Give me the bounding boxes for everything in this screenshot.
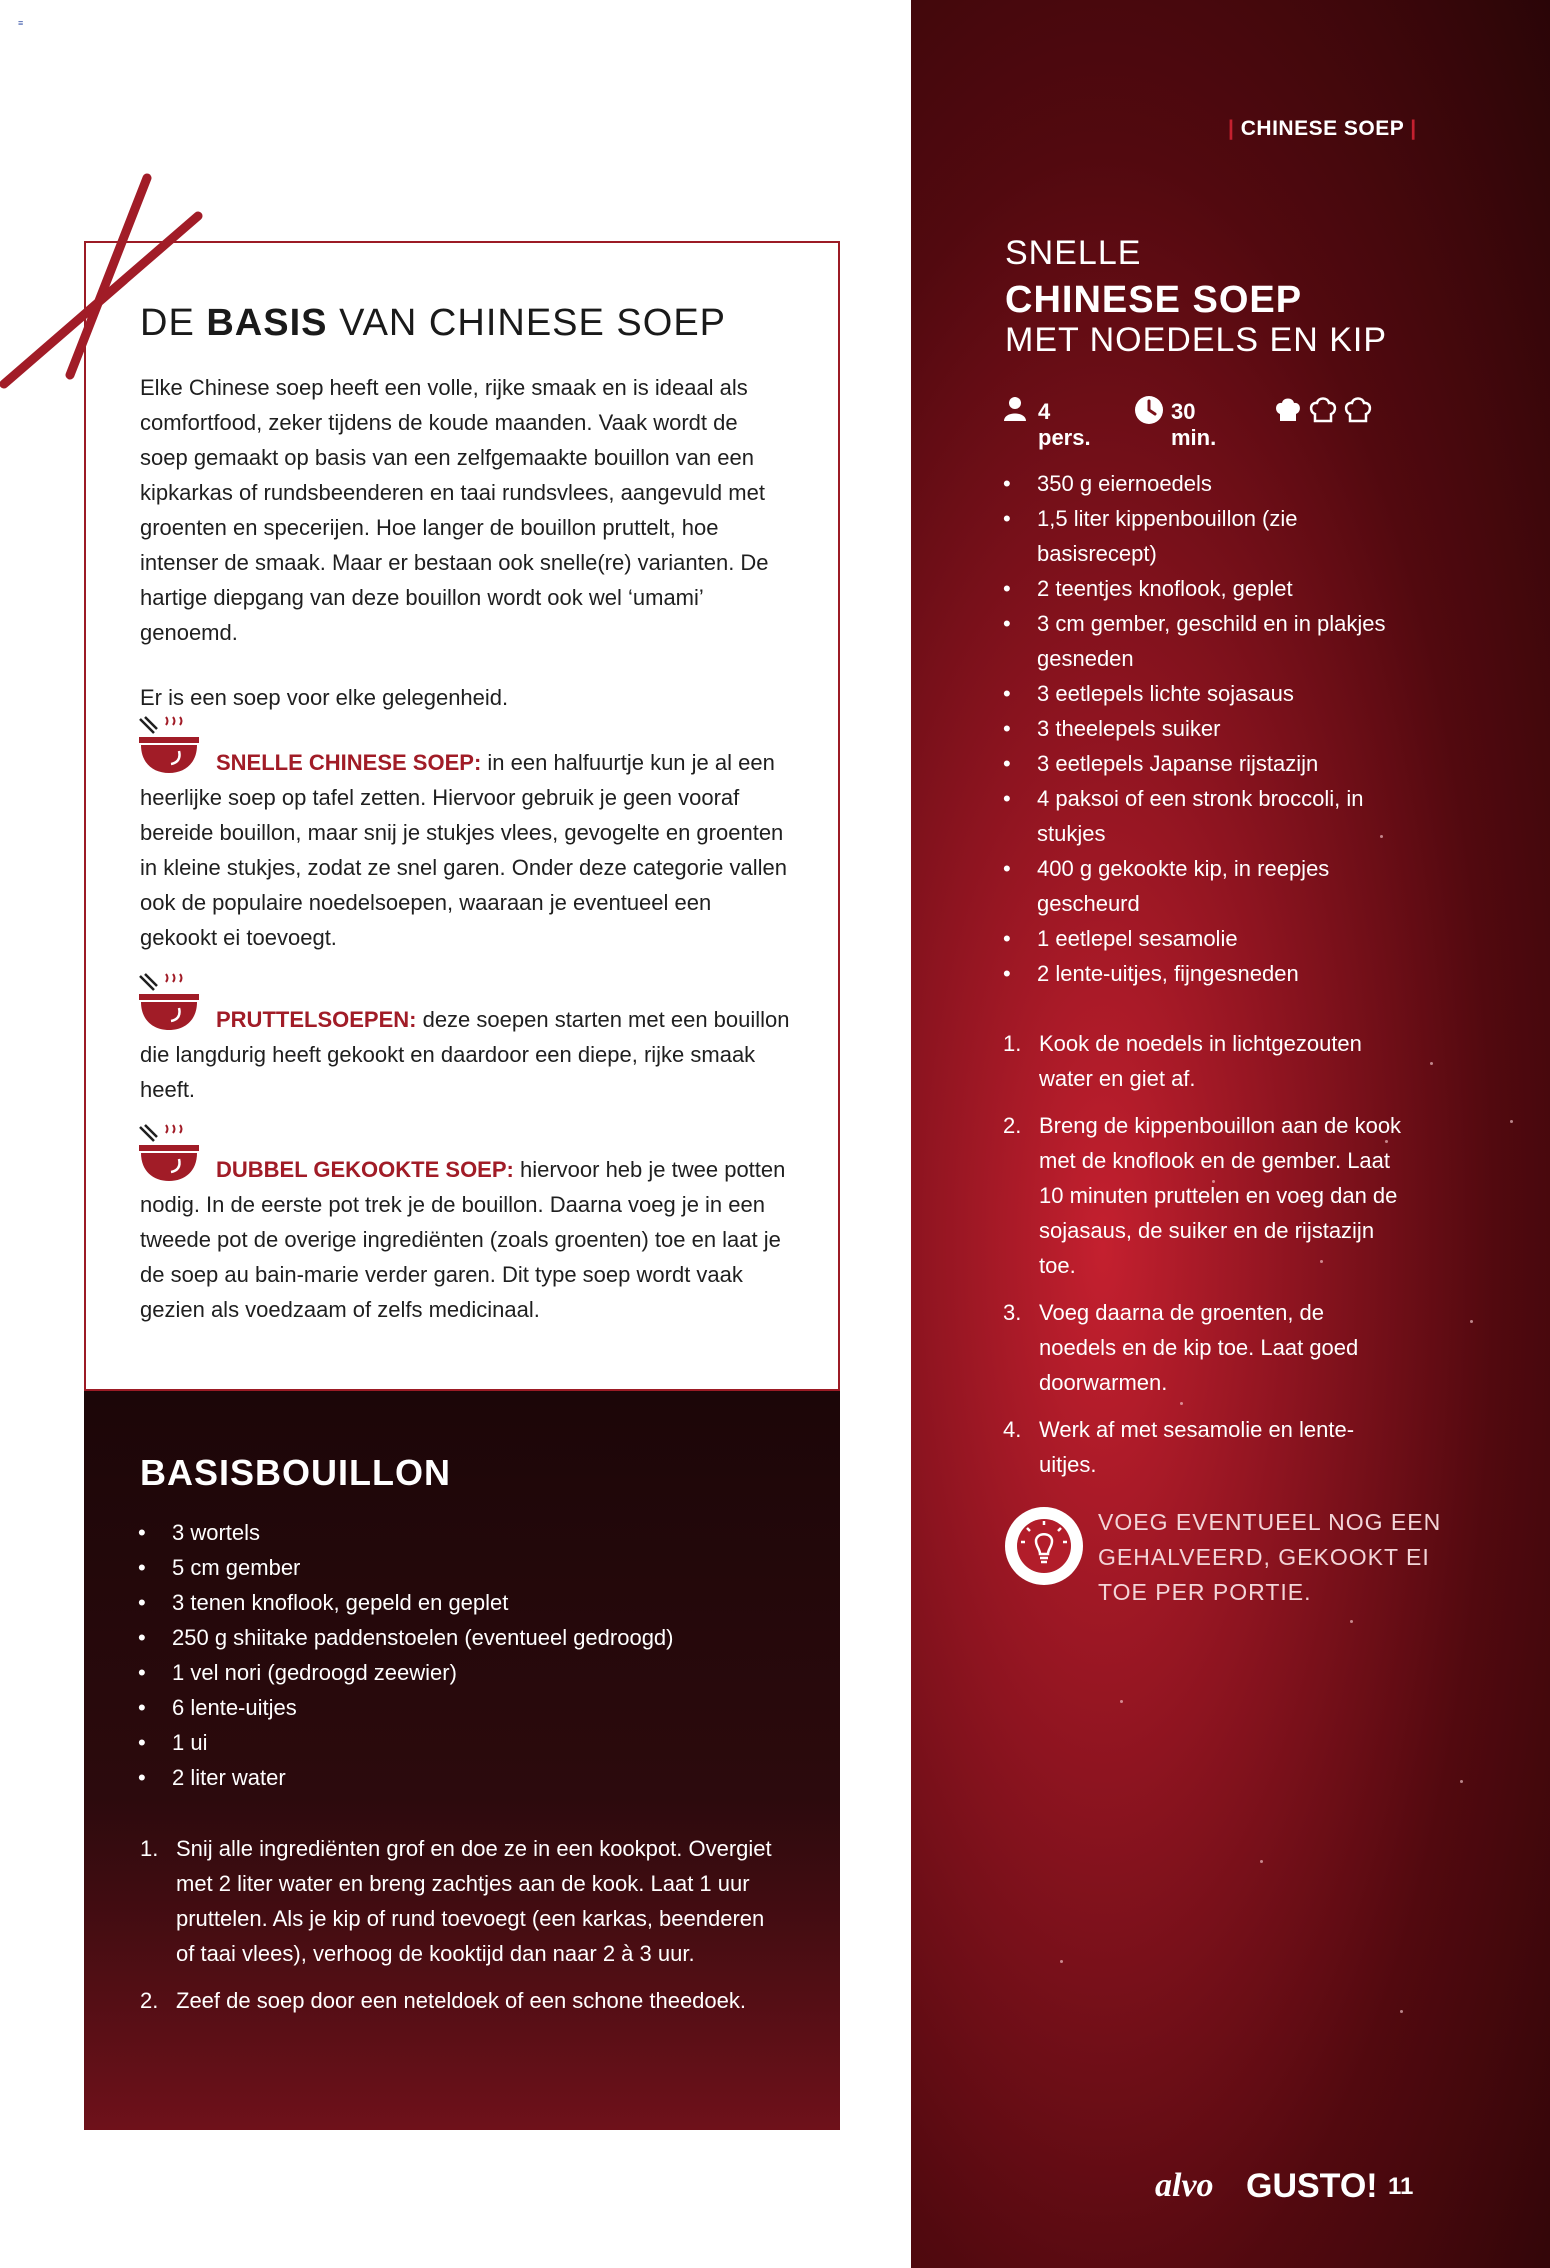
person-icon <box>1003 396 1027 422</box>
lightbulb-icon <box>1003 1505 1085 1587</box>
recipe-ingredient-list <box>1003 466 1393 991</box>
intro-paragraph: Elke Chinese soep heeft een volle, rijke smaak en is ideaal als comfortfood, zeker tijdens de koude maanden. Vaak wordt de soep gemaakt op basis van een zelfgemaakte bouillon van een kipkarkas of rundsbeenderen en taai rundsvlees, aangevuld met groenten en specerijen. Hoe langer de bouillon pruttelt, hoe intenser de smaak. Maar er bestaan ook snelle(re) varianten. De hartige diepgang van deze bouillon wordt ook wel ‘umami’ genoemd. <box>140 375 769 645</box>
list-item: • 2 liter water <box>138 1760 788 1795</box>
list-item: • 3 cm gember, geschild en in plakjes gesneden <box>1003 606 1393 676</box>
magazine-name: GUSTO! <box>1246 2167 1378 2205</box>
chopsticks-icon <box>0 170 220 400</box>
list-item: • 1 vel nori (gedroogd zeewier) <box>138 1655 788 1690</box>
recipe-title-line3: MET NOEDELS EN KIP <box>1005 321 1388 359</box>
list-item: 1. Snij alle ingrediënten grof en doe ze in een kookpot. Overgiet met 2 liter water en breng zachtjes aan de kook. Laat 1 uur pruttelen. Als je kip of rund toevoegt (een karkas, beenderen of taai vlees), verhoog de kooktijd dan naar 2 à 3 uur. <box>140 1836 772 1966</box>
soup-type-paragraph: PRUTTELSOEPEN: deze soepen starten met een bouillon die langdurig heeft gekookt en daardoor een diepe, rijke smaak heeft. <box>140 1007 790 1102</box>
list-item: 1. Kook de noedels in lichtgezouten water en giet af. <box>1003 1031 1362 1091</box>
clock-icon <box>1134 395 1164 425</box>
chef-hat-outline-icon <box>1308 394 1338 424</box>
list-item: 2. Breng de kippenbouillon aan de kook met de knoflook en de gember. Laat 10 minuten pruttelen en voeg dan de sojasaus, de suiker en de rijstazijn toe. <box>1003 1113 1402 1278</box>
intro-paragraph-2: Er is een soep voor elke gelegenheid. <box>140 685 509 710</box>
recipe-title-line2: CHINESE SOEP <box>1005 279 1303 321</box>
list-item: • 1 eetlepel sesamolie <box>1003 921 1393 956</box>
soup-type-paragraph: DUBBEL GEKOOKTE SOEP: hiervoor heb je twee potten nodig. In de eerste pot trek je de bouillon. Daarna voeg je in een tweede pot de overige ingrediënten (zoals groenten) toe en laat je de soep au bain-marie verder garen. Dit type soep wordt vaak gezien als voedzaam of zelfs medicinaal. <box>140 1157 786 1322</box>
list-item: • 2 teentjes knoflook, geplet <box>1003 571 1393 606</box>
list-item: • 3 tenen knoflook, gepeld en geplet <box>138 1585 788 1620</box>
intro-title: DE BASIS VAN CHINESE SOEP <box>140 302 727 344</box>
basisbouillon-title: BASISBOUILLON <box>140 1452 452 1493</box>
recipe-title-line1: SNELLE <box>1005 234 1142 272</box>
list-item: • 2 lente-uitjes, fijngesneden <box>1003 956 1393 991</box>
basisbouillon-step-list <box>140 1831 780 2030</box>
list-item: 3. Voeg daarna de groenten, de noedels en de kip toe. Laat goed doorwarmen. <box>1003 1300 1359 1395</box>
page-number: 11 <box>1388 2173 1414 2200</box>
servings: 4 pers. <box>1038 399 1091 450</box>
list-item: 4. Werk af met sesamolie en lente-uitjes. <box>1003 1417 1355 1477</box>
list-item: • 1 ui <box>138 1725 788 1760</box>
list-item: • 1,5 liter kippenbouillon (zie basisrecept) <box>1003 501 1393 571</box>
list-item: • 3 theelepels suiker <box>1003 711 1393 746</box>
list-item: • 350 g eiernoedels <box>1003 466 1393 501</box>
list-item: • 6 lente-uitjes <box>138 1690 788 1725</box>
list-item: • 400 g gekookte kip, in reepjes gescheurd <box>1003 851 1393 921</box>
soup-type-paragraph: SNELLE CHINESE SOEP: in een halfuurtje kun je al een heerlijke soep op tafel zetten. Hiervoor gebruik je geen vooraf bereide bouillon, maar snij je stukjes vlees, gevogelte en groenten in kleine stukjes, zodat ze snel garen. Onder deze categorie vallen ook de populaire noedelsoepen, waaraan je eventueel een gekookt ei toevoegt. <box>140 750 787 950</box>
list-item: 2. Zeef de soep door een neteldoek of een schone theedoek. <box>140 1988 746 2013</box>
prep-time: 30 min. <box>1171 399 1217 450</box>
basisbouillon-ingredient-list <box>138 1515 788 1795</box>
brand-logo: alvo <box>1155 2167 1214 2204</box>
section-label: | CHINESE SOEP | <box>1228 117 1417 140</box>
list-item: • 5 cm gember <box>138 1550 788 1585</box>
list-item: • 4 paksoi of een stronk broccoli, in stukjes <box>1003 781 1393 851</box>
list-item: • 3 wortels <box>138 1515 788 1550</box>
recipe-step-list <box>1003 1026 1403 1494</box>
list-item: • 3 eetlepels lichte sojasaus <box>1003 676 1393 711</box>
chef-hat-outline-icon <box>1343 394 1373 424</box>
list-item: • 250 g shiitake paddenstoelen (eventueel gedroogd) <box>138 1620 788 1655</box>
flag-icon: ≡ <box>18 18 24 28</box>
list-item: • 3 eetlepels Japanse rijstazijn <box>1003 746 1393 781</box>
chef-hat-filled-icon <box>1273 394 1303 424</box>
tip-text: VOEG EVENTUEEL NOG EEN GEHALVEERD, GEKOOKT EI TOE PER PORTIE. <box>1098 1509 1442 1605</box>
